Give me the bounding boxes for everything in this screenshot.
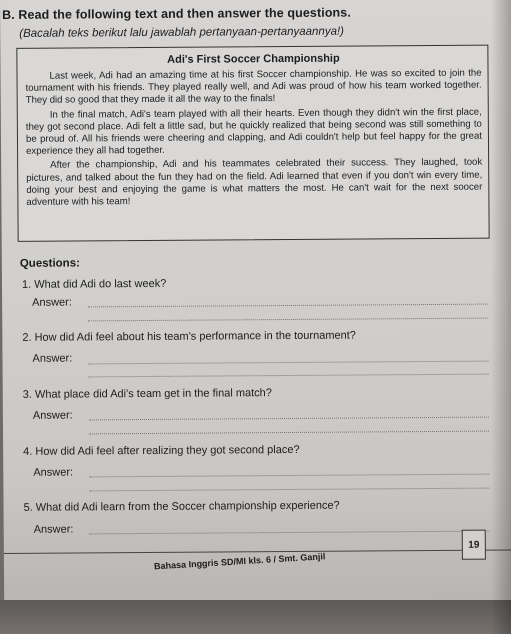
page-number: 19 <box>462 530 486 560</box>
answer-line-5[interactable] <box>90 531 490 535</box>
answer-label-1: Answer: <box>32 296 72 309</box>
section-subheading: (Bacalah teks berikut lalu jawablah pertanyaan-pertanyaannya!) <box>19 25 345 40</box>
story-title: Adi's First Soccer Championship <box>167 52 340 66</box>
answer-line-3[interactable] <box>89 417 489 421</box>
answer-label-5: Answer: <box>33 523 74 536</box>
story-paragraph-2: In the final match, Adi's team played with all their hearts. Even though they didn't win the first place, they got second place. Adi felt a little sad, but he quickly realized that being second was still something to be proud of. All his friends were cheering and clapping, and Adi couldn't help but feel happy for the great experience they all had together. <box>25 106 483 158</box>
background-surface <box>0 600 511 634</box>
answer-line-1[interactable] <box>88 304 488 308</box>
answer-label-3: Answer: <box>32 409 73 422</box>
question-2: 2. How did Adi feel about his team's performance in the tournament? <box>22 329 356 344</box>
question-1: 1. What did Adi do last week? <box>21 277 167 291</box>
story-paragraph-3: After the championship, Adi and his teammates celebrated their success. They laughed, took pictures, and talked about the fun they had on the field. Adi learned that even if you don't win every time, doing your best and enjoying the game is what matters the most. He can't wait for the next soocer adventure with his team! <box>26 157 483 208</box>
answer-line-3b[interactable] <box>89 431 489 435</box>
question-5: 5. What did Adi learn from the Soccer championship experience? <box>23 499 340 514</box>
answer-line-4[interactable] <box>89 474 489 478</box>
answer-label-2: Answer: <box>32 352 73 365</box>
answer-line-2[interactable] <box>89 361 489 365</box>
answer-line-2b[interactable] <box>89 374 489 378</box>
answer-line-1b[interactable] <box>88 318 488 322</box>
answer-line-4b[interactable] <box>89 488 489 492</box>
question-4: 4. How did Adi feel after realizing they got second place? <box>23 443 300 458</box>
story-paragraph-1: Last week, Adi had an amazing time at his first Soccer championship. He was so excited to join the tournament with his friends. They played really well, and Adi was proud of how his team worked together. They did so good that they made it all the way to the finals! <box>25 67 482 107</box>
footer-book-label: Bahasa Inggris SD/MI kls. 6 / Smt. Ganjil <box>153 551 326 572</box>
story-box <box>16 45 489 242</box>
question-3: 3. What place did Adi's team get in the final match? <box>22 387 272 401</box>
questions-heading: Questions: <box>19 257 80 270</box>
section-heading: B. Read the following text and then answer the questions. <box>2 5 351 22</box>
page-edge-shadow <box>491 0 511 634</box>
answer-label-4: Answer: <box>33 466 74 479</box>
footer-divider <box>4 549 511 554</box>
